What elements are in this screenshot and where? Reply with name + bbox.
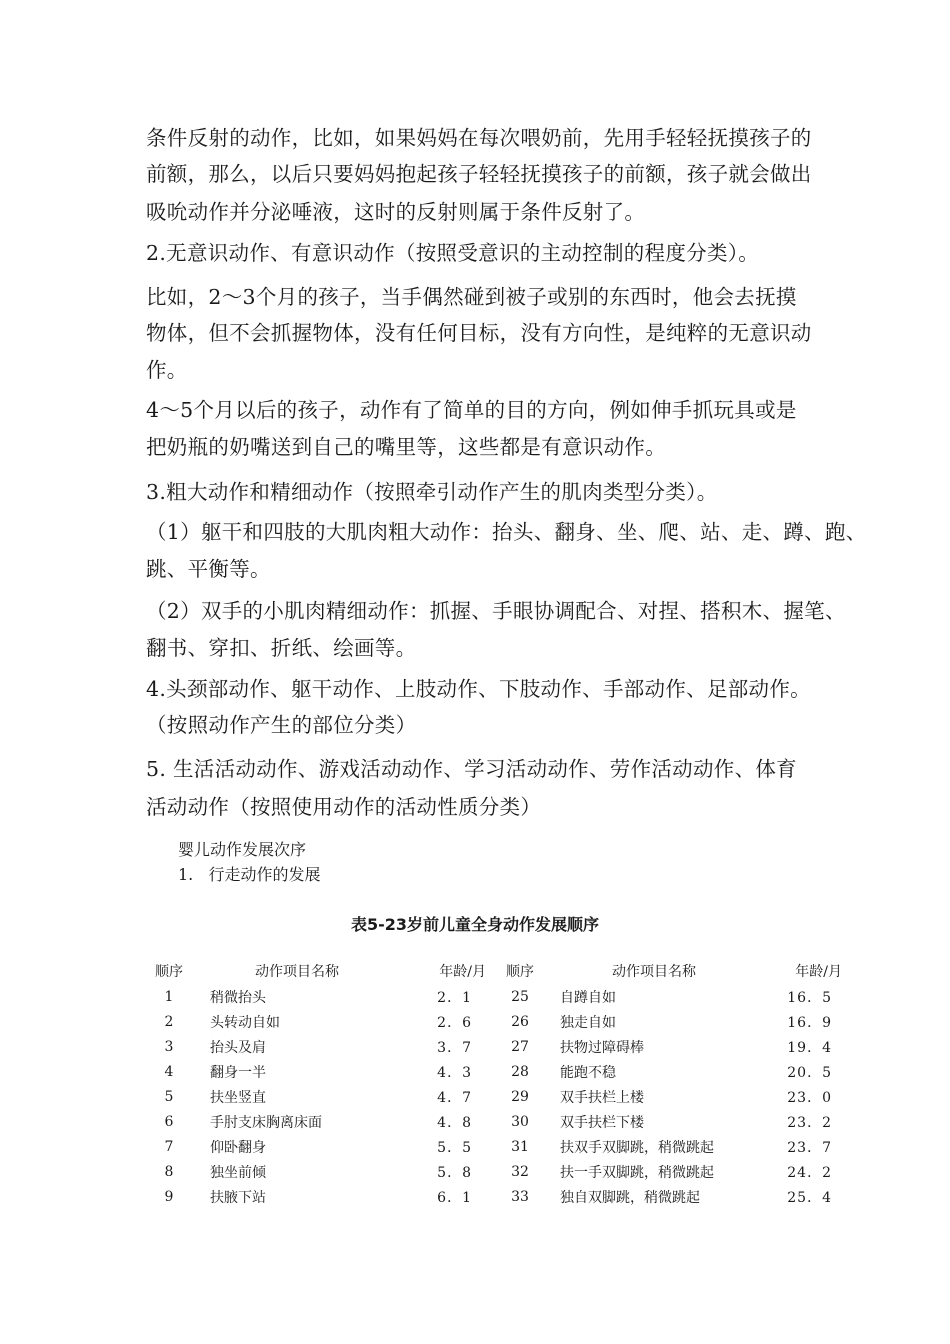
table-row	[140, 1109, 842, 1134]
table-row	[140, 1084, 842, 1109]
paragraph-line: （1）躯干和四肢的大肌肉粗大动作：抬头、翻身、坐、爬、站、走、蹲、跑、	[146, 520, 867, 544]
table-row	[140, 1134, 842, 1159]
cell-item: 翻身一半	[210, 1064, 266, 1081]
cell-order-2: 27	[511, 1038, 529, 1055]
cell-age: 5．5	[437, 1139, 472, 1156]
cell-age: 5．8	[437, 1164, 472, 1181]
cell-age: 6．1	[437, 1189, 472, 1206]
paragraph-line: 条件反射的动作，比如，如果妈妈在每次喂奶前，先用手轻轻抚摸孩子的	[146, 126, 812, 150]
cell-order-2: 33	[511, 1188, 529, 1205]
table-row	[140, 1159, 842, 1184]
cell-age-2: 23．0	[787, 1089, 832, 1106]
motor-development-table	[140, 958, 842, 1209]
cell-item-2: 独走自如	[560, 1014, 616, 1031]
table-row	[140, 1059, 842, 1084]
cell-order: 8	[164, 1163, 174, 1180]
cell-item-2: 扶一手双脚跳，稍微跳起	[560, 1164, 714, 1181]
cell-item-2: 能跑不稳	[560, 1064, 616, 1081]
paragraph-line: 3.粗大动作和精细动作（按照牵引动作产生的肌肉类型分类）。	[146, 480, 718, 504]
cell-item: 头转动自如	[210, 1014, 280, 1031]
cell-order: 5	[164, 1088, 174, 1105]
cell-order: 7	[164, 1138, 174, 1155]
table-title: 表5-23岁前儿童全身动作发展顺序	[350, 915, 600, 934]
header-order: 顺序	[155, 964, 183, 980]
cell-item: 抬头及肩	[210, 1039, 266, 1056]
cell-item-2: 双手扶栏上楼	[560, 1089, 644, 1106]
cell-order: 3	[164, 1038, 174, 1055]
table-row	[140, 984, 842, 1009]
paragraph-line: 跳、平衡等。	[146, 557, 271, 581]
cell-item-2: 扶物过障碍棒	[560, 1039, 644, 1056]
table-row	[140, 1009, 842, 1034]
paragraph-line: 前额，那么，以后只要妈妈抱起孩子轻轻抚摸孩子的前额，孩子就会做出	[146, 162, 812, 186]
cell-item-2: 独自双脚跳，稍微跳起	[560, 1189, 700, 1206]
header-item: 动作项目名称	[255, 964, 339, 980]
table-row	[140, 1184, 842, 1209]
paragraph-line: （2）双手的小肌肉精细动作：抓握、手眼协调配合、对捏、搭积木、握笔、	[146, 599, 846, 623]
cell-order-2: 28	[511, 1063, 529, 1080]
table-header-row	[140, 958, 842, 984]
paragraph-line: 4.头颈部动作、躯干动作、上肢动作、下肢动作、手部动作、足部动作。	[146, 677, 811, 701]
cell-order: 9	[164, 1188, 174, 1205]
cell-age-2: 25．4	[787, 1189, 832, 1206]
cell-age-2: 16．9	[787, 1014, 832, 1031]
cell-item: 手肘支床胸离床面	[210, 1114, 322, 1131]
cell-age: 3．7	[437, 1039, 472, 1056]
cell-order: 2	[164, 1013, 174, 1030]
cell-age-2: 23．7	[787, 1139, 832, 1156]
cell-age-2: 20．5	[787, 1064, 832, 1081]
cell-order: 4	[164, 1063, 174, 1080]
cell-age: 4．3	[437, 1064, 472, 1081]
section-heading: 婴儿动作发展次序	[178, 840, 307, 859]
cell-order-2: 31	[511, 1138, 529, 1155]
paragraph-line: 5. 生活活动动作、游戏活动动作、学习活动动作、劳作活动动作、体育	[146, 757, 797, 781]
cell-order-2: 25	[511, 988, 529, 1005]
cell-item: 稍微抬头	[210, 989, 266, 1006]
cell-order-2: 30	[511, 1113, 529, 1130]
paragraph-line: 把奶瓶的奶嘴送到自己的嘴里等，这些都是有意识动作。	[146, 435, 666, 459]
cell-item-2: 双手扶栏下楼	[560, 1114, 644, 1131]
header-age: 年龄/月	[439, 964, 486, 980]
paragraph-line: 活动动作（按照使用动作的活动性质分类）	[146, 795, 542, 819]
header-age-2: 年龄/月	[795, 964, 842, 980]
cell-age: 2．6	[437, 1014, 472, 1031]
cell-order: 1	[164, 988, 174, 1005]
cell-age: 2．1	[437, 989, 472, 1006]
paragraph-line: 物体，但不会抓握物体，没有任何目标，没有方向性，是纯粹的无意识动	[146, 321, 812, 345]
paragraph-line: 2.无意识动作、有意识动作（按照受意识的主动控制的程度分类）。	[146, 241, 760, 265]
paragraph-line: （按照动作产生的部位分类）	[146, 713, 417, 737]
cell-item: 独坐前倾	[210, 1164, 266, 1181]
paragraph-line: 翻书、穿扣、折纸、绘画等。	[146, 636, 417, 660]
cell-age-2: 19．4	[787, 1039, 832, 1056]
table-row	[140, 1034, 842, 1059]
subsection-heading: 1. 行走动作的发展	[178, 865, 321, 884]
cell-age-2: 24．2	[787, 1164, 832, 1181]
header-item-2: 动作项目名称	[612, 964, 696, 980]
cell-age-2: 23．2	[787, 1114, 832, 1131]
cell-age: 4．7	[437, 1089, 472, 1106]
cell-order: 6	[164, 1113, 174, 1130]
cell-order-2: 26	[511, 1013, 529, 1030]
paragraph-line: 比如，2～3个月的孩子，当手偶然碰到被子或别的东西时，他会去抚摸	[146, 285, 797, 309]
cell-order-2: 29	[511, 1088, 529, 1105]
cell-item-2: 扶双手双脚跳，稍微跳起	[560, 1139, 714, 1156]
cell-age-2: 16．5	[787, 989, 832, 1006]
cell-item: 仰卧翻身	[210, 1139, 266, 1156]
cell-item: 扶坐竖直	[210, 1089, 266, 1106]
header-order-2: 顺序	[506, 964, 534, 980]
paragraph-line: 吸吮动作并分泌唾液，这时的反射则属于条件反射了。	[146, 200, 646, 224]
cell-item: 扶腋下站	[210, 1189, 266, 1206]
paragraph-line: 4～5个月以后的孩子，动作有了简单的目的方向，例如伸手抓玩具或是	[146, 398, 797, 422]
cell-age: 4．8	[437, 1114, 472, 1131]
cell-order-2: 32	[511, 1163, 529, 1180]
paragraph-line: 作。	[146, 358, 188, 382]
cell-item-2: 自蹲自如	[560, 989, 616, 1006]
